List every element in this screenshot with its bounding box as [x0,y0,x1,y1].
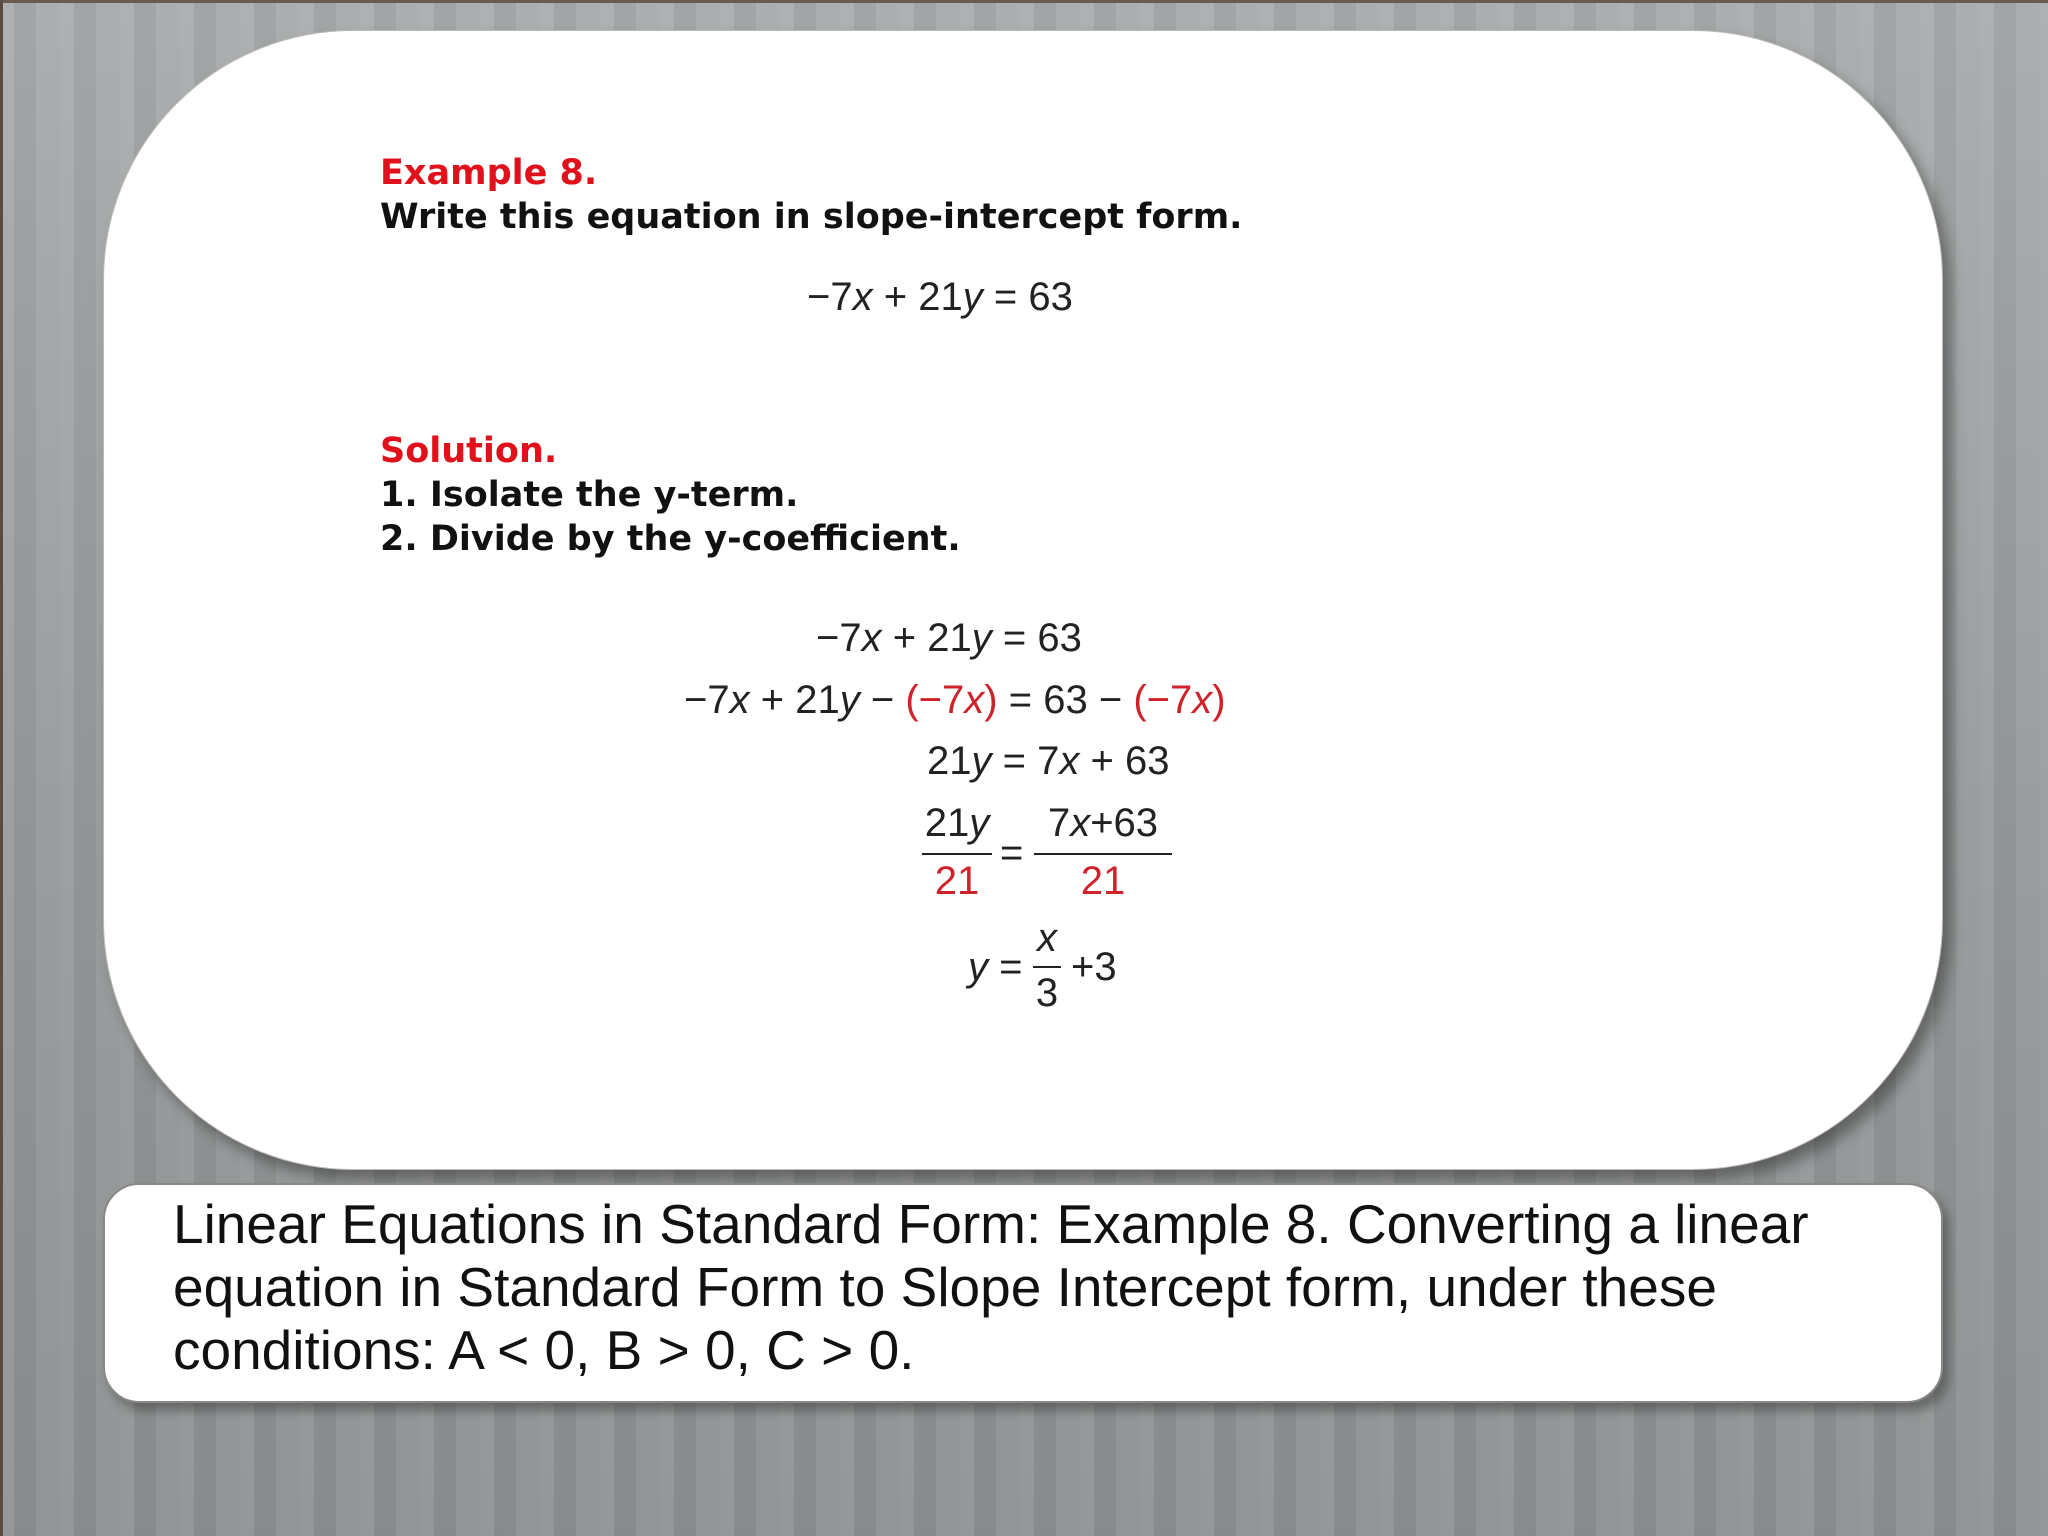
result-lhs [968,945,1022,989]
plus-sign: + [1090,801,1114,845]
term: 63 [1124,739,1170,783]
term: (−7 [905,678,965,722]
given-equation [807,275,1073,319]
var-x: x [861,616,882,660]
term: 21 [927,616,972,660]
equals-sign: = [999,945,1023,989]
term: 21 [927,739,972,783]
term: 7 [1037,739,1060,783]
equals-sign: = [1008,678,1033,722]
fraction-bar [922,853,992,855]
var-y: y [839,678,860,722]
equals-sign: = [1002,739,1026,783]
var-x: x [964,678,985,722]
paren: ) [1212,678,1226,722]
term: (−7 [1133,678,1193,722]
coef-a: −7 [807,275,853,319]
caption-text: Linear Equations in Standard Form: Example 8. Converting a linear equation in Standard Form to Slope Intercept form, under these conditions: A < 0, B > 0, C > 0. [173,1193,1809,1381]
example-title: Example 8. [380,153,598,193]
term: 63 [1113,801,1159,845]
term: 21 [795,678,840,722]
fraction-bar [1033,966,1061,968]
equals-sign: = [1002,616,1027,660]
term: 7 [1047,801,1071,845]
var-x: x [1059,739,1080,783]
work-line-1 [816,616,1082,660]
constant: 3 [1094,945,1117,989]
var-x: x [852,275,873,319]
example-instruction: Write this equation in slope-intercept form. [380,197,1243,237]
caption-box [103,1183,1943,1403]
term: 21 [924,801,970,845]
subtracted-term [1133,678,1225,722]
plus-sign: + [760,678,785,722]
fraction-bar [1034,853,1172,855]
solution-step-1: 1. Isolate the y-term. [380,475,799,515]
term: −7 [816,616,862,660]
var-x: x [1192,678,1213,722]
minus-sign: − [1098,678,1123,722]
work-line-2 [684,678,1226,722]
solution-step-2: 2. Divide by the y-coefficient. [380,519,961,559]
example-slide [103,30,1943,1170]
result-rhs [1071,945,1117,989]
equals-sign: = [993,275,1018,319]
plus-sign: + [892,616,917,660]
var-x: x [1037,916,1057,960]
minus-sign: − [870,678,895,722]
term: 63 [1037,616,1082,660]
var-y: y [962,275,983,319]
var-y: y [971,739,992,783]
constant-c: 63 [1028,275,1073,319]
subtracted-term [905,678,997,722]
coef-b: 21 [918,275,963,319]
fraction-numerator [1034,801,1172,845]
term: −7 [684,678,730,722]
var-y: y [969,801,990,845]
paren: ) [984,678,998,722]
plus-sign: + [1071,945,1095,989]
fraction-denominator: 3 [1035,971,1059,1015]
plus-sign: + [883,275,908,319]
var-x: x [1070,801,1091,845]
var-y: y [971,616,992,660]
fraction-numerator [922,801,992,845]
var-x: x [729,678,750,722]
work-line-3 [927,739,1169,783]
fraction-numerator [1033,916,1061,960]
term: 63 [1043,678,1088,722]
fraction-denominator: 21 [1080,859,1126,903]
fraction-denominator: 21 [934,859,980,903]
solution-title: Solution. [380,431,558,471]
var-y: y [968,945,988,989]
equals-sign: = [1000,831,1024,875]
plus-sign: + [1090,739,1114,783]
